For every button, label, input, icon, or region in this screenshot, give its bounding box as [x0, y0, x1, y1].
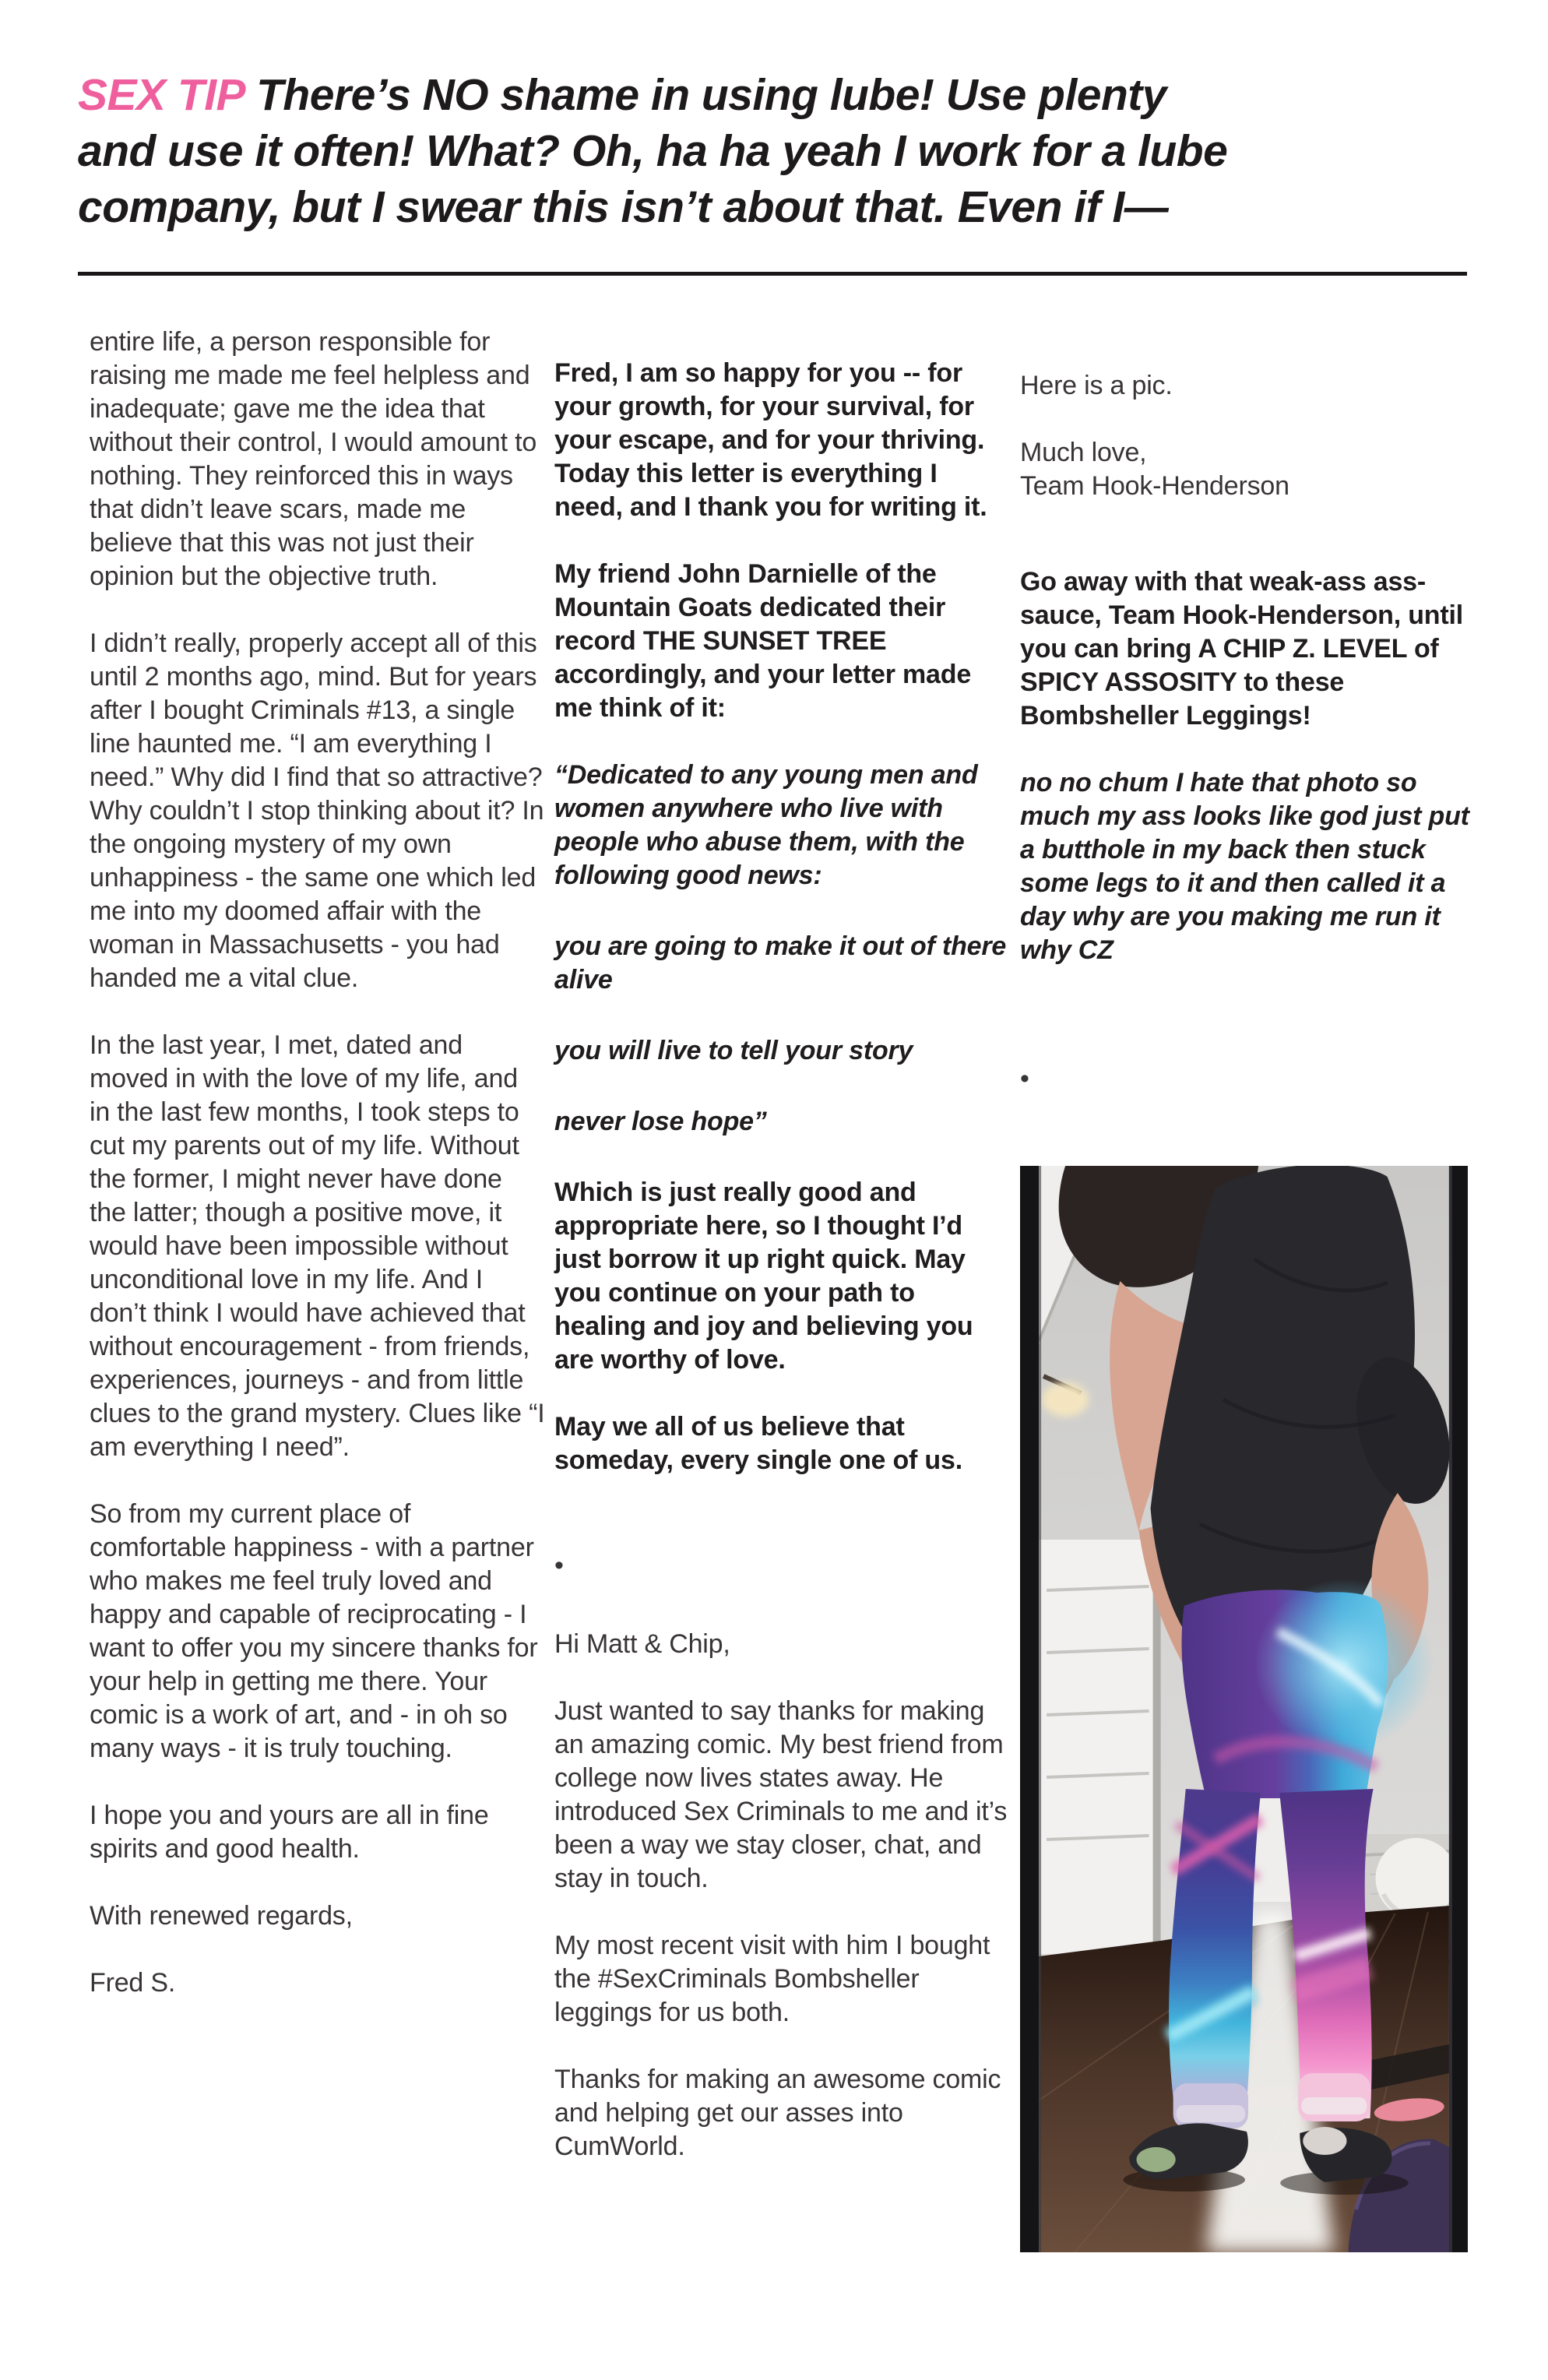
sex-tip-headline — [78, 67, 1487, 235]
letter-column-2 — [554, 326, 1010, 2197]
editor-reply-paragraph: May we all of us believe that someday, every single one of us. — [554, 1412, 962, 1475]
fred-letter-paragraph: So from my current place of comfortable happiness - with a partner who makes me feel truly loved and happy and capable of reciprocating - I want to offer you my sincere thanks for your help in getting me there. Your comic is a work of art, and - in oh so many ways - it is truly touching. — [90, 1499, 538, 1763]
hook-henderson-letter-paragraph: Just wanted to say thanks for making an amazing comic. My best friend from college now lives states away. He introduced Sex Criminals to me and it’s been a way we stay closer, chat, and stay in touch. — [554, 1696, 1008, 1893]
fred-letter-signature: Fred S. — [90, 1968, 176, 1998]
dedication-quote: you will live to tell your story — [554, 1036, 913, 1065]
editor-reply-paragraph: Fred, I am so happy for you -- for your growth, for your survival, for your escape, and for your thriving. Today this letter is everything I need, and I thank you for writing it. — [554, 358, 987, 522]
letter-column-3 — [1020, 326, 1476, 1129]
fred-letter-paragraph: I hope you and yours are all in fine spirits and good health. — [90, 1801, 489, 1864]
divider-rule — [78, 272, 1467, 276]
sex-tip-label: SEX TIP — [78, 70, 246, 120]
leggings-mirror-selfie-photo — [1020, 1166, 1468, 2252]
dedication-quote: never lose hope” — [554, 1107, 767, 1136]
section-divider-bullet: • — [554, 1551, 564, 1580]
hook-henderson-letter-paragraph: Here is a pic. — [1020, 371, 1173, 400]
editor-aside-paragraph: no no chum I hate that photo so much my ass looks like god just put a butthole in my back then stuck some legs to it and then called it a day why are you making me run it why CZ — [1020, 768, 1469, 965]
letter-column-1 — [90, 326, 545, 2033]
section-divider-bullet: • — [1020, 1064, 1029, 1093]
editor-reply-paragraph: My friend John Darnielle of the Mountain Goats dedicated their record THE SUNSET TREE accordingly, and your letter made me think of it: — [554, 559, 972, 723]
headline-line-3: company, but I swear this isn’t about that. Even if I— — [78, 182, 1169, 232]
headline-line-2: and use it often! What? Oh, ha ha yeah I work for a lube — [78, 126, 1228, 176]
fred-letter-closing: With renewed regards, — [90, 1901, 353, 1931]
hook-henderson-letter-signature: Team Hook-Henderson — [1020, 471, 1289, 501]
dedication-quote: you are going to make it out of there alive — [554, 931, 1007, 995]
fred-letter-paragraph: In the last year, I met, dated and moved in with the love of my life, and in the last few months, I took steps to cut my parents out of my life. Without the former, I might never have done the latter; though a positive move, it would have been impossible without unconditional love in my life. And I don’t think I would have achieved that without encouragement - from friends, experiences, journeys - and from little clues to the grand mystery. Clues like “I am everything I need”. — [90, 1030, 545, 1462]
hook-henderson-letter-closing: Much love, — [1020, 438, 1147, 467]
fred-letter-paragraph: I didn’t really, properly accept all of this until 2 months ago, mind. But for years after I bought Criminals #13, a single line haunted me. “I am everything I need.” Why did I find that so attractive? Why couldn’t I stop thinking about it? In the ongoing mystery of my own unhappiness - the same one which led me into my doomed affair with the woman in Massachusetts - you had handed me a vital clue. — [90, 628, 544, 993]
editor-reply-paragraph: Which is just really good and appropriate here, so I thought I’d just borrow it up right quick. May you continue on your path to healing and joy and believing you are worthy of love. — [554, 1178, 973, 1375]
hook-henderson-letter-paragraph: Thanks for making an awesome comic and helping get our asses into CumWorld. — [554, 2065, 1001, 2161]
fred-letter-paragraph: entire life, a person responsible for raising me made me feel helpless and inadequate; gave me the idea that without their control, I would amount to nothing. They reinforced this in ways that didn’t leave scars, made me believe that this was not just their opinion but the objective truth. — [90, 327, 537, 591]
mirror-selfie-illustration — [1020, 1166, 1468, 2252]
hook-henderson-letter-paragraph: My most recent visit with him I bought the #SexCriminals Bombsheller leggings for us both. — [554, 1931, 990, 2027]
hook-henderson-letter-greeting: Hi Matt & Chip, — [554, 1629, 730, 1659]
headline-line-1: There’s NO shame in using lube! Use plenty — [256, 70, 1166, 120]
dedication-quote: “Dedicated to any young men and women anywhere who live with people who abuse them, with the following good news: — [554, 760, 978, 890]
editor-reply-paragraph: Go away with that weak-ass ass-sauce, Team Hook-Henderson, until you can bring A CHIP Z. LEVEL of SPICY ASSOSITY to these Bombsheller Leggings! — [1020, 567, 1463, 731]
